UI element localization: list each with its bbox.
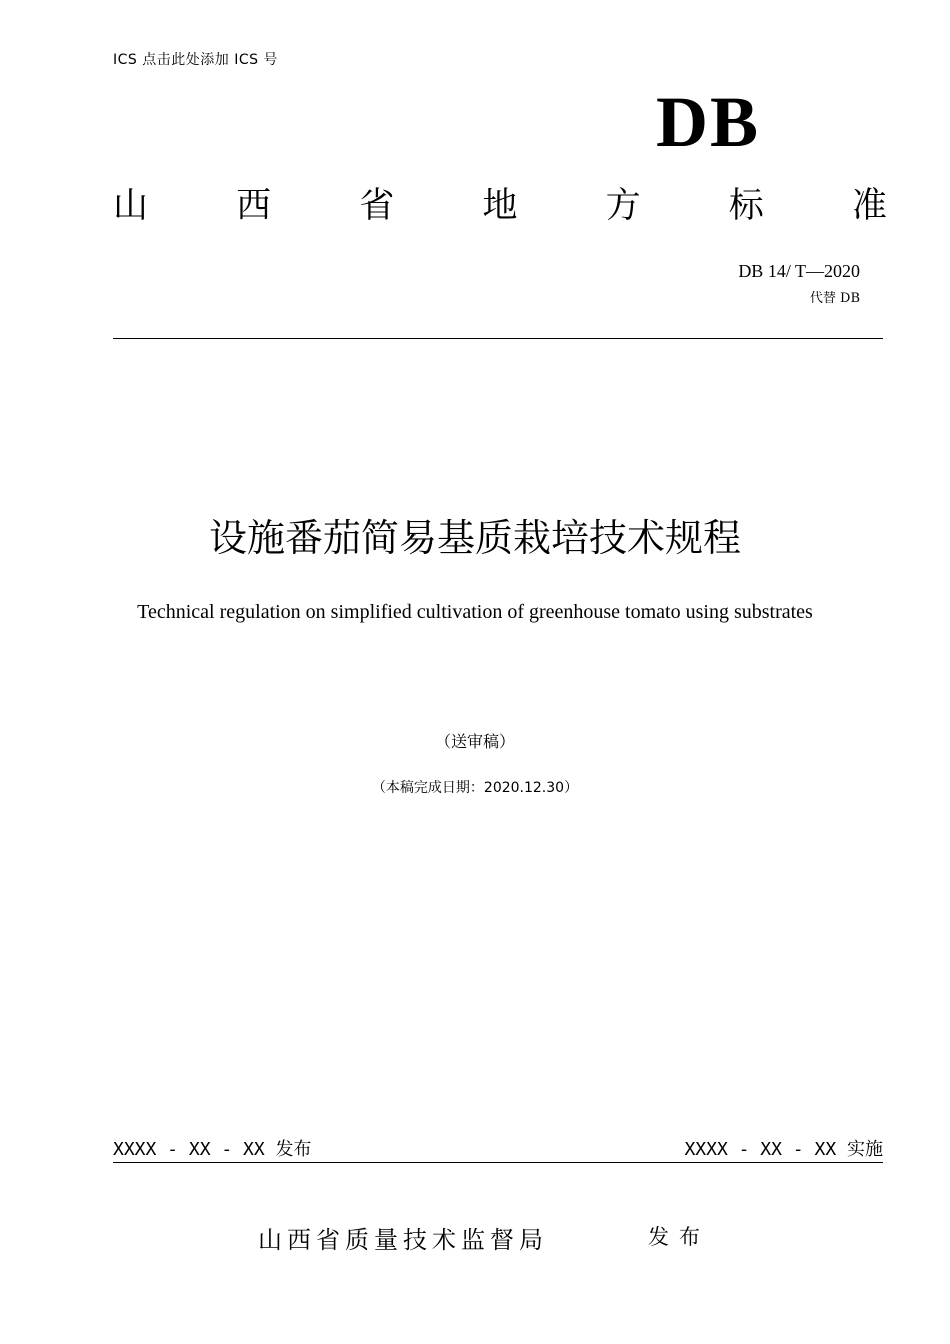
publish-date: XXXX - XX - XX 发布: [113, 1139, 312, 1160]
standard-type-char: 地: [482, 186, 518, 226]
draft-status: （送审稿）: [434, 732, 515, 751]
standard-code: DB 14/ T—2020: [738, 261, 860, 281]
header-divider: [113, 338, 883, 339]
issue-label: 发布: [648, 1225, 710, 1249]
standard-type-char: 方: [605, 186, 641, 226]
issuing-authority: 山西省质量技术监督局: [258, 1226, 548, 1254]
document-title-english: Technical regulation on simplified cultivation of greenhouse tomato using substrates: [137, 601, 813, 623]
ics-number: ICS 点击此处添加 ICS 号: [113, 52, 278, 68]
standard-type: [113, 182, 887, 230]
standard-type-char: 标: [728, 186, 764, 226]
implement-date: XXXX - XX - XX 实施: [684, 1139, 883, 1160]
standard-type-char: 西: [236, 186, 272, 226]
standard-type-char: 省: [359, 186, 395, 226]
document-title-chinese: 设施番茄简易基质栽培技术规程: [208, 516, 741, 560]
db-mark: DB: [655, 82, 760, 162]
standard-type-char: 山: [113, 186, 149, 226]
draft-completion-date: （本稿完成日期：2020.12.30）: [371, 780, 579, 796]
replaces-standard: 代替 DB: [809, 291, 860, 306]
footer-divider: [113, 1162, 883, 1163]
standard-type-char: 准: [851, 186, 887, 226]
